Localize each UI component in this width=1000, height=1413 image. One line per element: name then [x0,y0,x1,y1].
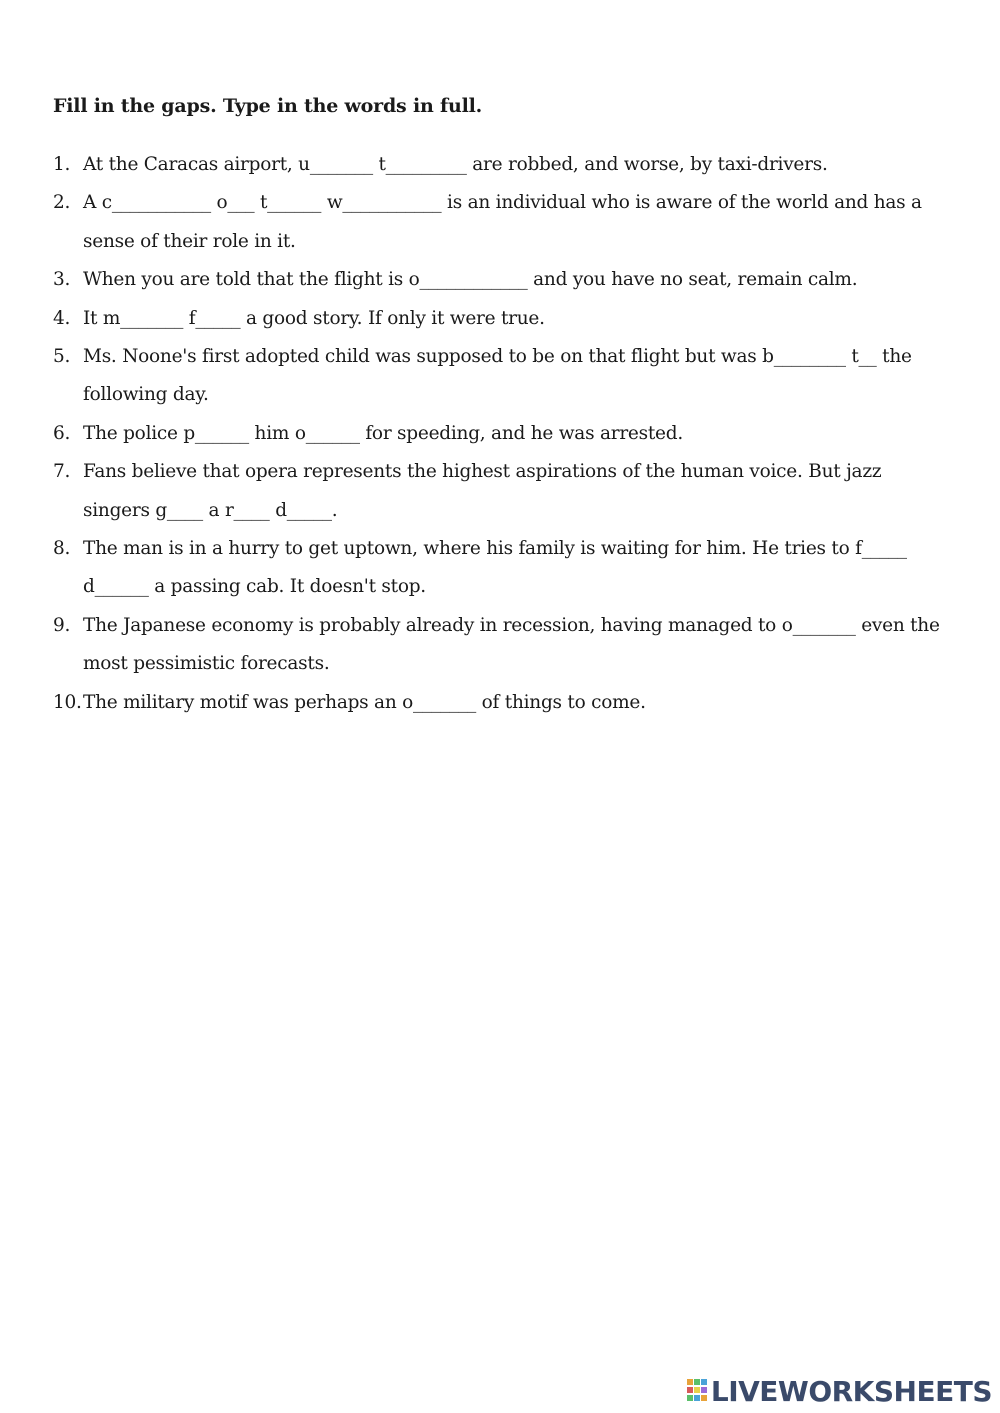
item-sentence: A c___________ o___ t______ w___________ is an individual who is aware of the world and has a sense of their role in it. [83,192,922,252]
exercise-list [53,146,953,722]
item-number: 2. [53,192,71,214]
exercise-item-10 [53,684,953,722]
instruction-heading: Fill in the gaps. Type in the words in full. [53,95,483,117]
exercise-item-3 [53,261,953,299]
item-number: 6. [53,422,71,444]
item-sentence: The man is in a hurry to get uptown, where his family is waiting for him. He tries to f_____ d______ a passing cab. It doesn't stop. [83,538,907,598]
exercise-item-2 [53,184,953,261]
item-number: 1. [53,154,71,175]
exercise-item-4 [53,300,953,338]
item-number: 5. [53,346,71,368]
exercise-item-5 [53,338,953,415]
exercise-item-7 [53,453,953,530]
item-number: 10. [53,691,82,713]
item-sentence: The police p______ him o______ for speeding, and he was arrested. [83,422,683,444]
liveworksheets-logo [687,1371,992,1411]
liveworksheets-logo-icon [687,1377,709,1405]
exercise-item-1 [53,146,953,184]
exercise-item-6 [53,415,953,453]
item-number: 4. [53,307,71,329]
item-sentence: At the Caracas airport, u_______ t_________ are robbed, and worse, by taxi-drivers. [83,154,828,175]
item-sentence: When you are told that the flight is o____________ and you have no seat, remain calm. [83,269,858,291]
exercise-item-8 [53,530,953,607]
item-sentence: The Japanese economy is probably already in recession, having managed to o_______ even the most pessimistic forecasts. [83,614,940,675]
item-number: 3. [53,269,71,291]
item-sentence: The military motif was perhaps an o_______ of things to come. [83,691,646,713]
item-sentence: Ms. Noone's first adopted child was supposed to be on that flight but was b________ t__ the following day. [83,346,912,406]
item-sentence: It m_______ f_____ a good story. If only it were true. [83,307,545,329]
exercise-item-9 [53,607,953,684]
item-sentence: Fans believe that opera represents the highest aspirations of the human voice. But jazz singers g____ a r____ d_____. [83,461,882,521]
item-number: 9. [53,614,71,636]
item-number: 7. [53,461,71,483]
logo-wordmark: LIVEWORKSHEETS [710,1374,992,1408]
item-number: 8. [53,538,71,560]
